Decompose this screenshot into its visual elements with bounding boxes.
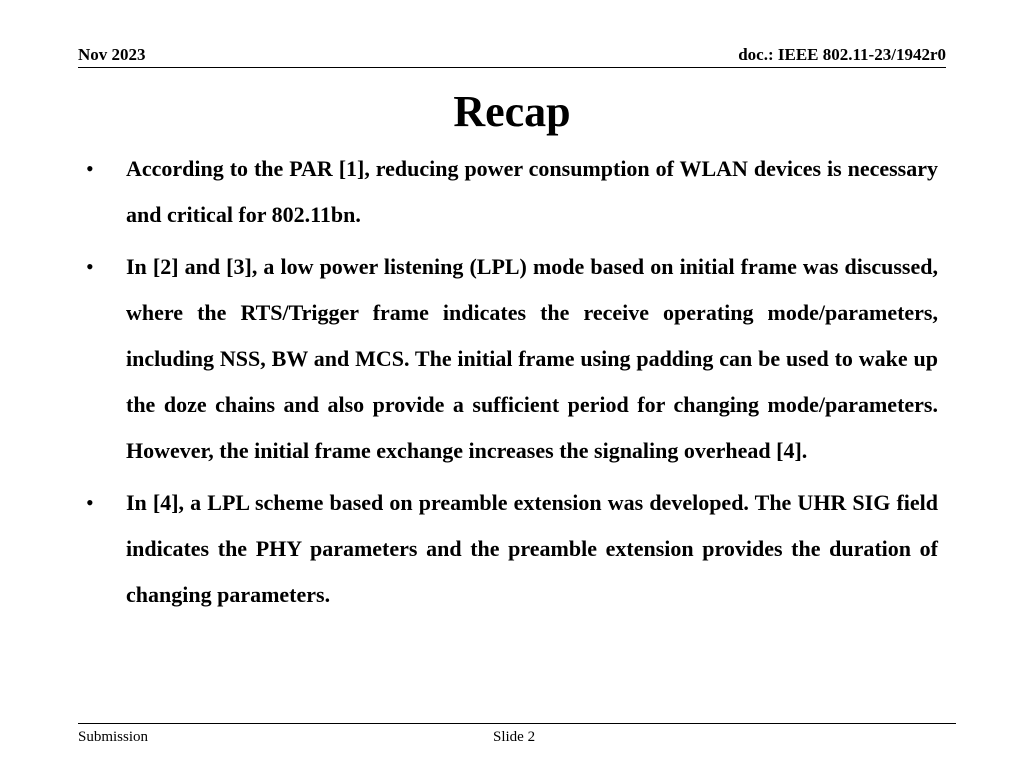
bullet-marker-icon: • [86,254,94,279]
bullet-text: According to the PAR [1], reducing power consumption of WLAN devices is necessary and critical for 802.11bn. [126,156,938,227]
header-doc-id: doc.: IEEE 802.11-23/1942r0 [738,45,946,64]
bullet-item [82,480,938,618]
bullet-list [82,146,938,624]
footer-divider [78,723,956,724]
header-date: Nov 2023 [78,45,146,64]
header-divider [78,67,946,68]
bullet-item [82,146,938,238]
bullet-marker-icon: • [86,156,94,181]
slide-title: Recap [453,87,571,136]
footer-submission: Submission [78,729,149,745]
bullet-item [82,244,938,474]
bullet-text: In [2] and [3], a low power listening (LPL) mode based on initial frame was discussed, where the RTS/Trigger frame indicates the receive operating mode/parameters, including NSS, BW and MCS. The initial frame using padding can be used to wake up the doze chains and also provide a sufficient period for changing mode/parameters. However, the initial frame exchange increases the signaling overhead [4]. [126,254,938,463]
footer-slide-number: Slide 2 [493,729,536,745]
bullet-text: In [4], a LPL scheme based on preamble extension was developed. The UHR SIG field indicates the PHY parameters and the preamble extension provides the duration of changing parameters. [126,490,938,607]
bullet-marker-icon: • [86,490,94,515]
